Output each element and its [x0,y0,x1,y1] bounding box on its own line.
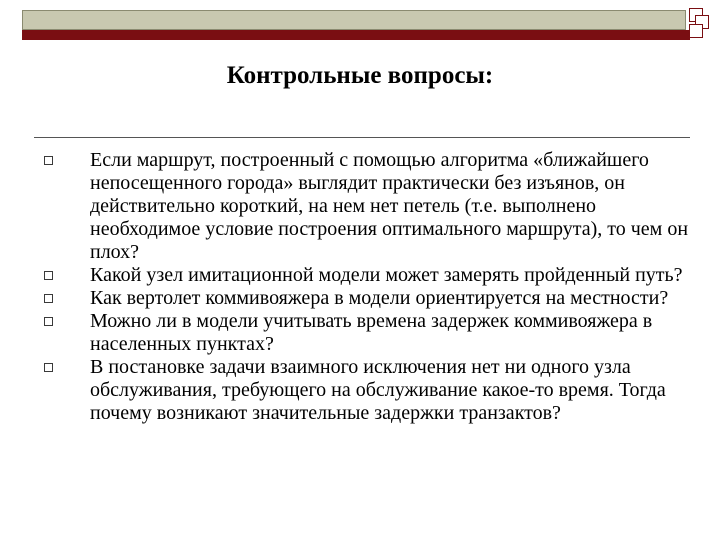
hollow-square-bullet-icon [44,271,53,280]
question-text: Можно ли в модели учитывать времена задержек коммивояжера в населенных пунктах? [90,310,653,355]
question-text: Если маршрут, построенный с помощью алгоритма «ближайшего непосещенного города» выглядит практически без изъянов, он действительно короткий, на нем нет петель (т.е. выполнено необходимое условие построения оптимального маршрута), то чем он плох? [90,149,689,263]
question-item [40,287,690,310]
question-text: Какой узел имитационной модели может замерять пройденный путь? [90,264,683,286]
question-item [40,149,690,264]
question-text: В постановке задачи взаимного исключения нет ни одного узла обслуживания, требующего на обслуживание какое-то время. Тогда почему возникают значительные задержки транзактов? [90,356,666,424]
header-rule [22,30,690,40]
question-item [40,310,690,356]
hollow-square-bullet-icon [44,363,53,372]
corner-square-icon [689,24,703,38]
title-divider [34,137,690,138]
hollow-square-bullet-icon [44,294,53,303]
question-text: Как вертолет коммивояжера в модели ориентируется на местности? [90,287,669,309]
hollow-square-bullet-icon [44,156,53,165]
header-bar [22,10,686,30]
question-item [40,264,690,287]
hollow-square-bullet-icon [44,317,53,326]
slide-title: Контрольные вопросы: [226,62,494,89]
question-item [40,356,690,425]
question-list [40,149,690,425]
